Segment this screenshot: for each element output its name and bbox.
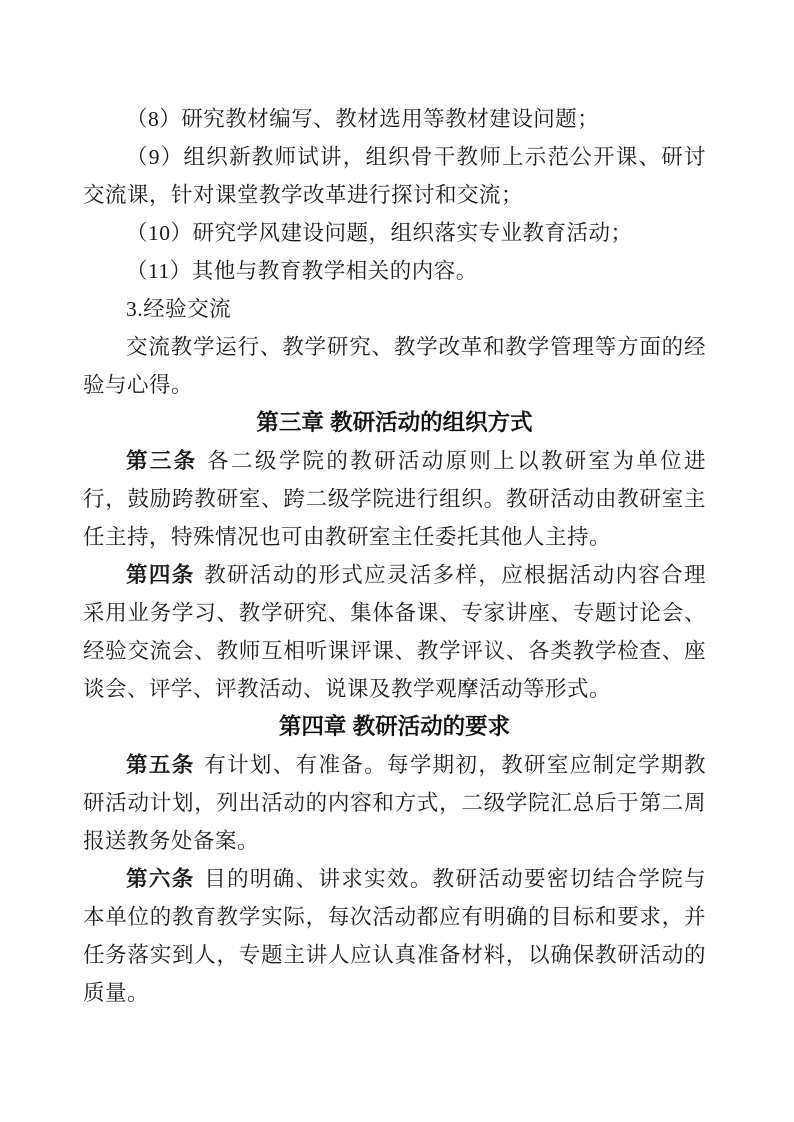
article-3-number: 第三条 xyxy=(126,449,198,473)
article-5-paragraph xyxy=(83,746,706,860)
list-item-10 xyxy=(83,214,706,252)
paragraph-text: （11）其他与教育教学相关的内容。 xyxy=(126,259,478,283)
article-6-paragraph xyxy=(83,860,706,1012)
paragraph-text: 交流教学运行、教学研究、教学改革和教学管理等方面的经验与心得。 xyxy=(83,335,706,397)
article-5-number: 第五条 xyxy=(126,753,195,777)
paragraph-text: 教研活动的形式应灵活多样，应根据活动内容合理采用业务学习、教学研究、集体备课、专家讲座、专题讨论会、经验交流会、教师互相听课评课、教学评议、各类教学检查、座谈会、评学、评教活动、说课及教学观摩活动等形式。 xyxy=(83,563,706,701)
article-4-number: 第四条 xyxy=(126,563,195,587)
paragraph-text: （9）组织新教师试讲，组织骨干教师上示范公开课、研讨交流课，针对课堂教学改革进行探讨和交流； xyxy=(83,145,706,207)
paragraph-text: 有计划、有准备。每学期初，教研室应制定学期教研活动计划，列出活动的内容和方式，二级学院汇总后于第二周报送教务处备案。 xyxy=(83,753,706,853)
paragraph-text: 各二级学院的教研活动原则上以教研室为单位进行，鼓励跨教研室、跨二级学院进行组织。教研活动由教研室主任主持，特殊情况也可由教研室主任委托其他人主持。 xyxy=(83,449,706,549)
article-4-paragraph xyxy=(83,556,706,708)
paragraph-text: 目的明确、讲求实效。教研活动要密切结合学院与本单位的教育教学实际，每次活动都应有明确的目标和要求，并任务落实到人，专题主讲人应认真准备材料，以确保教研活动的质量。 xyxy=(83,867,706,1005)
section-label-experience-exchange xyxy=(83,290,706,328)
article-6-number: 第六条 xyxy=(126,867,195,891)
paragraph-text: （10）研究学风建设问题，组织落实专业教育活动； xyxy=(126,221,633,245)
paragraph-text: 3.经验交流 xyxy=(126,297,232,321)
chapter-heading-4: 第四章 教研活动的要求 xyxy=(278,714,511,739)
list-item-9 xyxy=(83,138,706,214)
list-item-8 xyxy=(83,100,706,138)
article-3-paragraph xyxy=(83,442,706,556)
paragraph-experience-exchange xyxy=(83,328,706,404)
list-item-11 xyxy=(83,252,706,290)
paragraph-text: （8）研究教材编写、教材选用等教材建设问题； xyxy=(126,107,600,131)
chapter-heading-3: 第三章 教研活动的组织方式 xyxy=(256,410,533,435)
